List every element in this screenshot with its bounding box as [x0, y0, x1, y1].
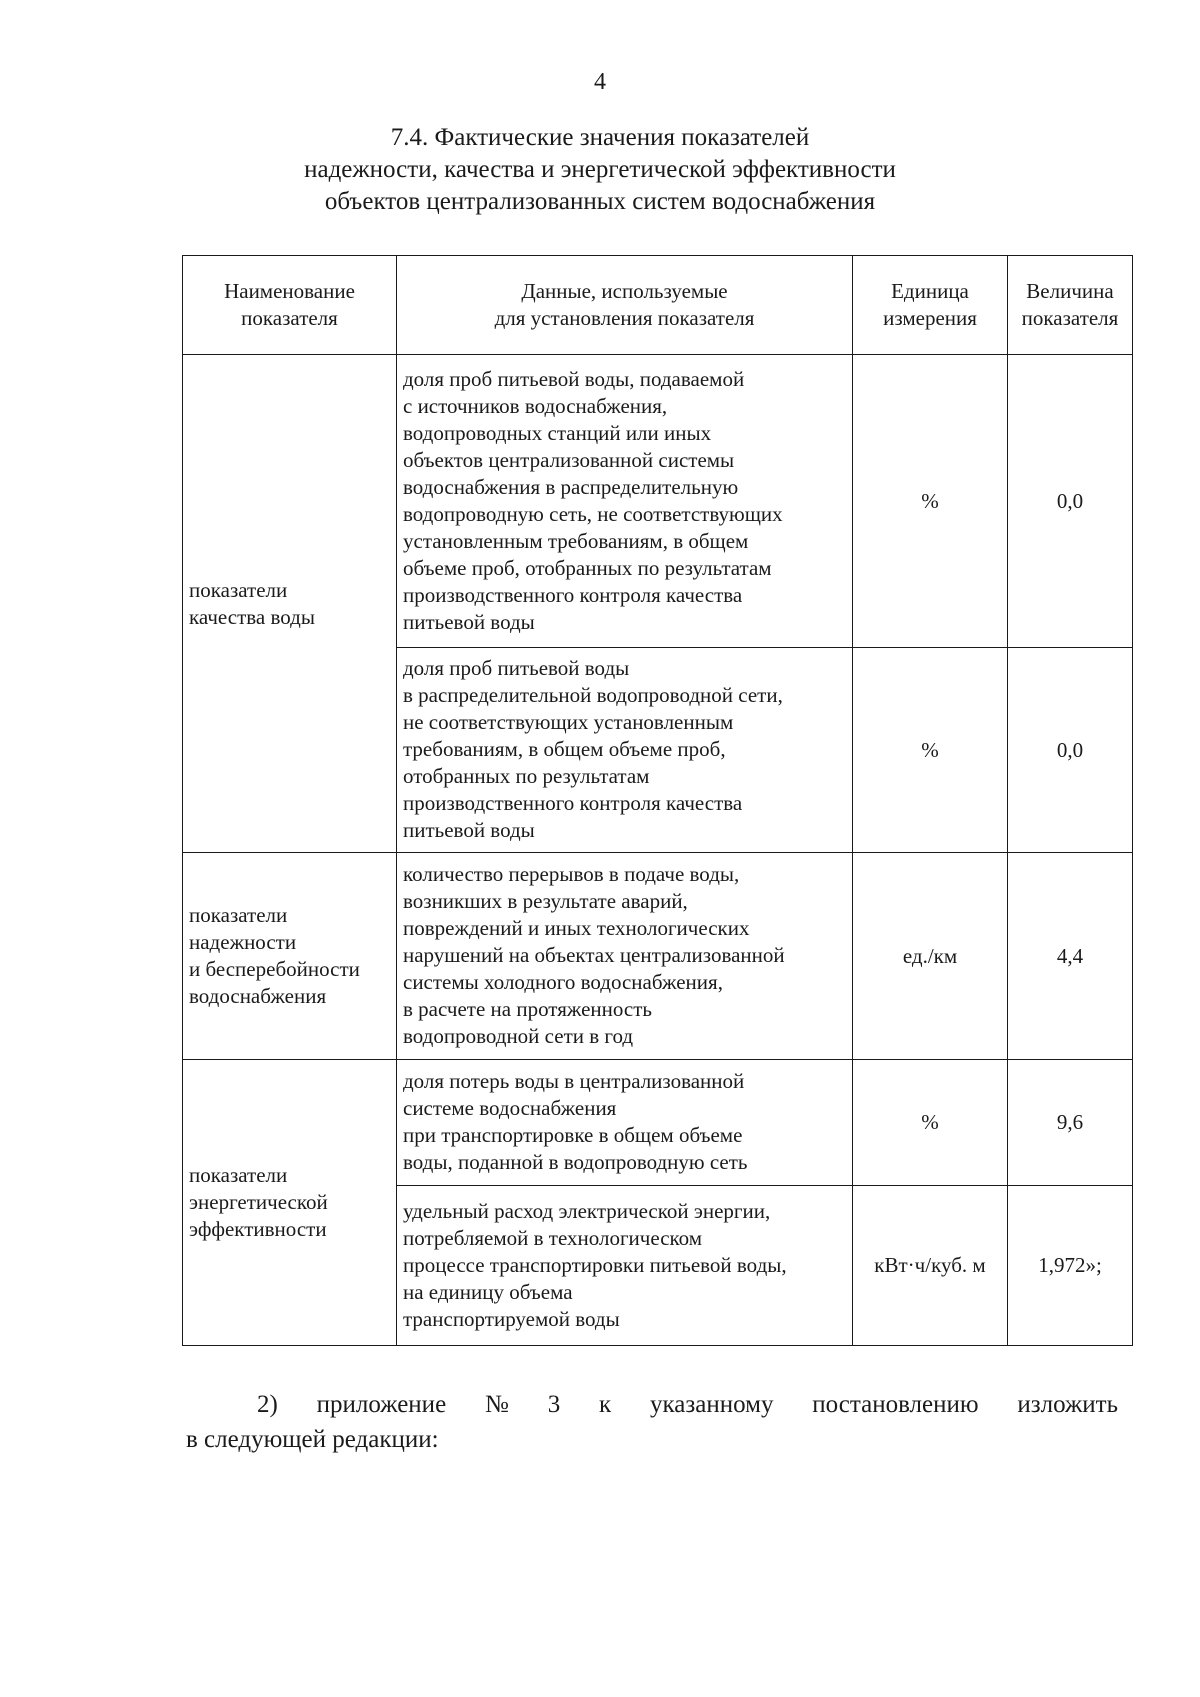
unit-cell: %	[853, 648, 1008, 853]
page-number: 4	[594, 69, 606, 95]
title-line: 7.4. Фактические значения показателей	[390, 124, 810, 151]
header-indicator-name: Наименование показателя	[183, 256, 397, 355]
header-data-used: Данные, используемые для установления показателя	[397, 256, 853, 355]
paragraph-word: постановлению	[812, 1391, 979, 1418]
paragraph-word: №	[485, 1391, 509, 1418]
header-unit: Единица измерения	[853, 256, 1008, 355]
unit-cell: кВт·ч/куб. м	[853, 1186, 1008, 1346]
value-cell: 9,6	[1008, 1060, 1133, 1186]
paragraph-line	[186, 1387, 1118, 1422]
table-row	[183, 853, 1133, 1060]
value-cell: 0,0	[1008, 648, 1133, 853]
header-value: Величина показателя	[1008, 256, 1133, 355]
paragraph-word: 2)	[257, 1391, 278, 1418]
value-cell: 4,4	[1008, 853, 1133, 1060]
amendment-paragraph	[186, 1387, 1118, 1457]
unit-cell: %	[853, 1060, 1008, 1186]
section-title	[250, 122, 950, 218]
title-line: надежности, качества и энергетической эффективности	[304, 156, 896, 183]
table-row	[183, 1060, 1133, 1186]
paragraph-word: указанному	[650, 1391, 774, 1418]
indicator-data-cell: удельный расход электрической энергии, потребляемой в технологическом процессе транспортировки питьевой воды, на единицу объема транспортируемой воды	[397, 1186, 853, 1346]
indicator-data-cell: доля проб питьевой воды в распределительной водопроводной сети, не соответствующих установленным требованиям, в общем объеме проб, отобранных по результатам производственного контроля качества питьевой воды	[397, 648, 853, 853]
paragraph-line: в следующей редакции:	[186, 1426, 439, 1453]
indicator-data-cell: доля потерь воды в централизованной системе водоснабжения при транспортировке в общем объеме воды, поданной в водопроводную сеть	[397, 1060, 853, 1186]
value-cell: 0,0	[1008, 355, 1133, 648]
table-row	[183, 355, 1133, 648]
unit-cell: %	[853, 355, 1008, 648]
value-cell: 1,972»;	[1008, 1186, 1133, 1346]
unit-cell: ед./км	[853, 853, 1008, 1060]
table-header-row	[183, 256, 1133, 355]
indicators-table	[182, 255, 1133, 1346]
paragraph-word: к	[599, 1391, 612, 1418]
indicator-name-water-quality: показатели качества воды	[183, 355, 397, 853]
indicator-data-cell: количество перерывов в подаче воды, возникших в результате аварий, повреждений и иных технологических нарушений на объектах централизованной системы холодного водоснабжения, в расчете на протяженность водопроводной сети в год	[397, 853, 853, 1060]
paragraph-word: изложить	[1017, 1391, 1118, 1418]
indicator-name-reliability: показатели надежности и бесперебойности водоснабжения	[183, 853, 397, 1060]
title-line: объектов централизованных систем водоснабжения	[324, 188, 876, 215]
paragraph-word: приложение	[316, 1391, 447, 1418]
indicator-data-cell: доля проб питьевой воды, подаваемой с источников водоснабжения, водопроводных станций или иных объектов централизованной системы водоснабжения в распределительную водопроводную сеть, не соответствующих установленным требованиям, в общем объеме проб, отобранных по результатам производственного контроля качества питьевой воды	[397, 355, 853, 648]
paragraph-word: 3	[547, 1391, 561, 1418]
indicator-name-energy-efficiency: показатели энергетической эффективности	[183, 1060, 397, 1346]
